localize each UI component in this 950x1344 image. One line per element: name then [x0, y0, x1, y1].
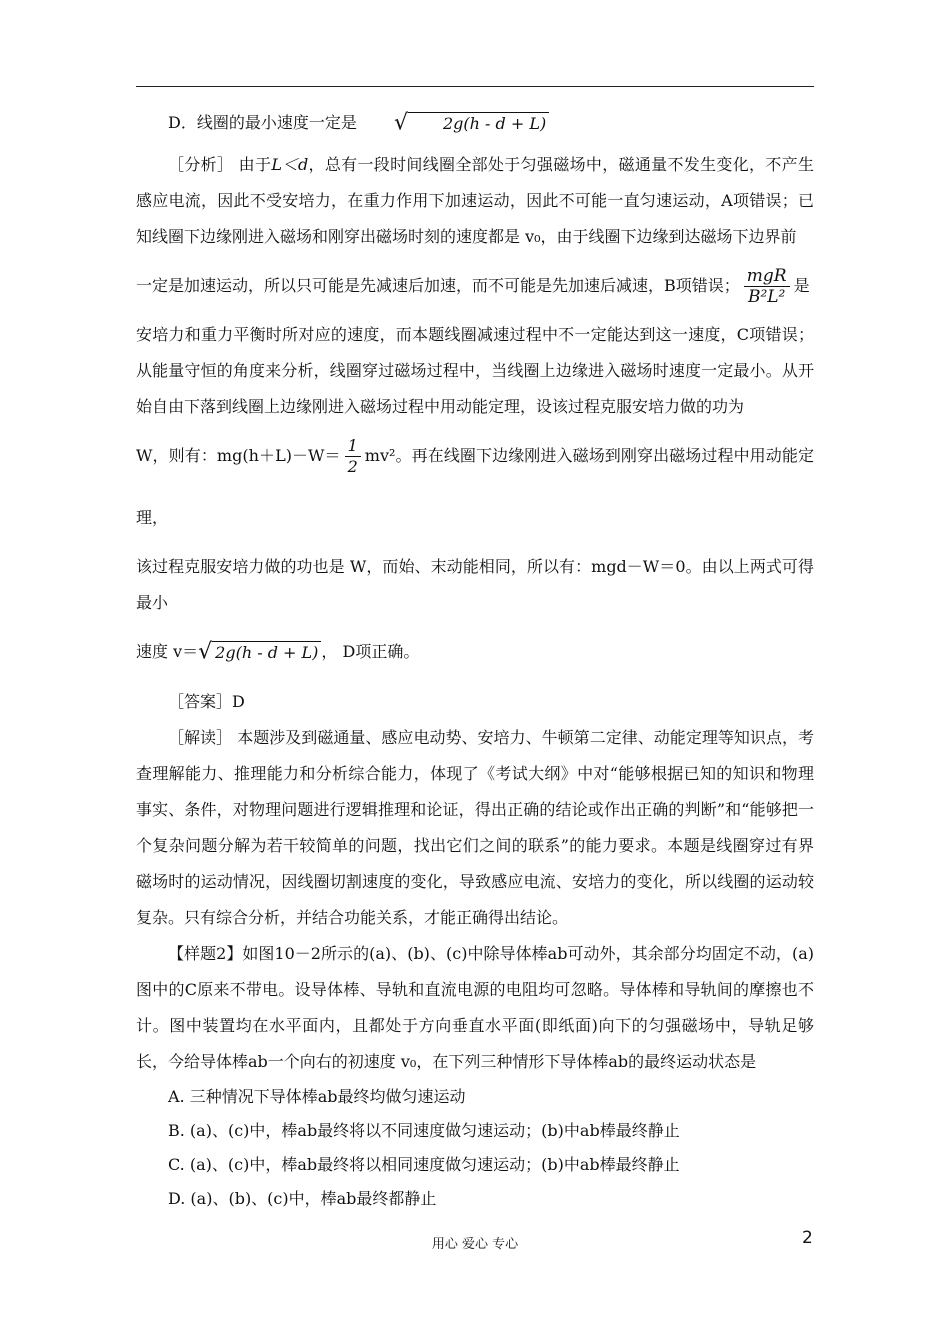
fraction-numerator: 1 — [345, 436, 361, 457]
sqrt-expression: √ 2g(h - d + L) — [198, 621, 321, 684]
example-2-paragraph: 【样题2】如图10－2所示的(a)、(b)、(c)中除导体棒ab可动外，其余部分均固定不动，(a)图中的C原来不带电。设导体棒、导轨和直流电源的电阻均可忽略。导体棒和导轨间的摩擦也不计。图中装置均在水平面内，且都处于方向垂直水平面(即纸面)向下的匀强磁场中，导轨足够长，今给导体棒ab一个向右的初速度 v₀，在下列三种情形下导体棒ab的最终运动状态是 — [136, 943, 814, 1071]
sqrt-radicand: 2g(h - d + L) — [408, 112, 549, 135]
analysis-paragraph-2 — [136, 255, 814, 317]
analysis-label: ［分析］ 由于 — [168, 154, 272, 174]
option-b: B. (a)、(c)中，棒ab最终将以不同速度做匀速运动；(b)中ab棒最终静止 — [168, 1120, 680, 1140]
page-number: 2 — [802, 1228, 813, 1248]
analysis-text-1: ，总有一段时间线圈全部处于匀强磁场中，磁通量不发生变化，不产生感应电流，因此不受安培力，在重力作用下加速运动，因此不可能一直匀速运动，A项错误；已知线圈下边缘刚进入磁场和刚穿出磁场时刻的速度都是 v₀，由于线圈下边缘到达磁场下边界前 — [136, 154, 814, 246]
option-d: D. (a)、(b)、(c)中，棒ab最终都静止 — [168, 1188, 437, 1208]
fraction-mgR — [744, 266, 790, 307]
analysis-text-6a: 速度 v＝ — [136, 641, 199, 661]
option-c: C. (a)、(c)中，棒ab最终将以相同速度做匀速运动；(b)中ab棒最终静止 — [168, 1154, 680, 1174]
page-content — [136, 100, 814, 1216]
fraction-denominator: 2 — [347, 456, 358, 476]
analysis-paragraph-4 — [136, 425, 814, 549]
analysis-text-4a: W，则有：mg(h＋L)－W＝ — [136, 445, 341, 465]
analysis-text-5: 该过程克服安培力做的功也是 W，而始、末动能相同，所以有：mgd－W＝0。由以上两式可得最小 — [136, 556, 814, 612]
option-d-text: D．线圈的最小速度一定是 — [168, 113, 357, 132]
option-a: A. 三种情况下导体棒ab最终均做匀速运动 — [168, 1086, 466, 1106]
interpretation-paragraph: ［解读］ 本题涉及到磁通量、感应电动势、安培力、牛顿第二定律、动能定理等知识点，考查理解能力、推理能力和分析综合能力，体现了《考试大纲》中对“能够根据已知的知识和物理事实、条件，对物理问题进行逻辑推理和论证，得出正确的结论或作出正确的判断”和“能够把一个复杂问题分解为若干较简单的问题，找出它们之间的联系”的能力要求。本题是线圈穿过有界磁场时的运动情况，因线圈切割速度的变化，导致感应电流、安培力的变化，所以线圈的运动较复杂。只有综合分析，并结合功能关系，才能正确得出结论。 — [136, 727, 814, 927]
analysis-paragraph-3 — [136, 317, 814, 425]
footer-slogan: 用心 爱心 专心 — [431, 1237, 519, 1252]
header-rule — [136, 86, 814, 87]
option-d-line — [136, 100, 814, 147]
analysis-paragraph-6 — [136, 621, 814, 684]
answer-line: ［答案］D — [168, 691, 245, 711]
fraction-denominator: B²L² — [747, 286, 786, 307]
fraction-numerator: mgR — [744, 266, 790, 287]
analysis-text-2: 一定是加速运动，所以只可能是先减速后加速，而不可能是先加速后减速，B项错误； — [136, 275, 740, 295]
sqrt-expression: √ 2g(h - d + L) — [362, 100, 549, 147]
analysis-text-6b: ， D项正确。 — [321, 641, 420, 661]
analysis-text-2b: 是 — [793, 275, 810, 295]
analysis-text-4b: mv²。再在线圈下边缘刚进入磁场到刚穿出磁场过程中用动能定理， — [136, 445, 814, 527]
analysis-math: L＜d — [271, 154, 309, 174]
fraction-half — [345, 436, 361, 477]
analysis-text-3: 安培力和重力平衡时所对应的速度，而本题线圈减速过程中不一定能达到这一速度，C项错误；从能量守恒的角度来分析，线圈穿过磁场过程中，当线圈上边缘进入磁场时速度一定最小。从开始自由下落到线圈上边缘刚进入磁场过程中用动能定理，设该过程克服安培力做的功为 — [136, 324, 814, 416]
sqrt-radicand: 2g(h - d + L) — [212, 641, 321, 664]
analysis-paragraph-1 — [136, 147, 814, 255]
analysis-paragraph-5 — [136, 549, 814, 621]
